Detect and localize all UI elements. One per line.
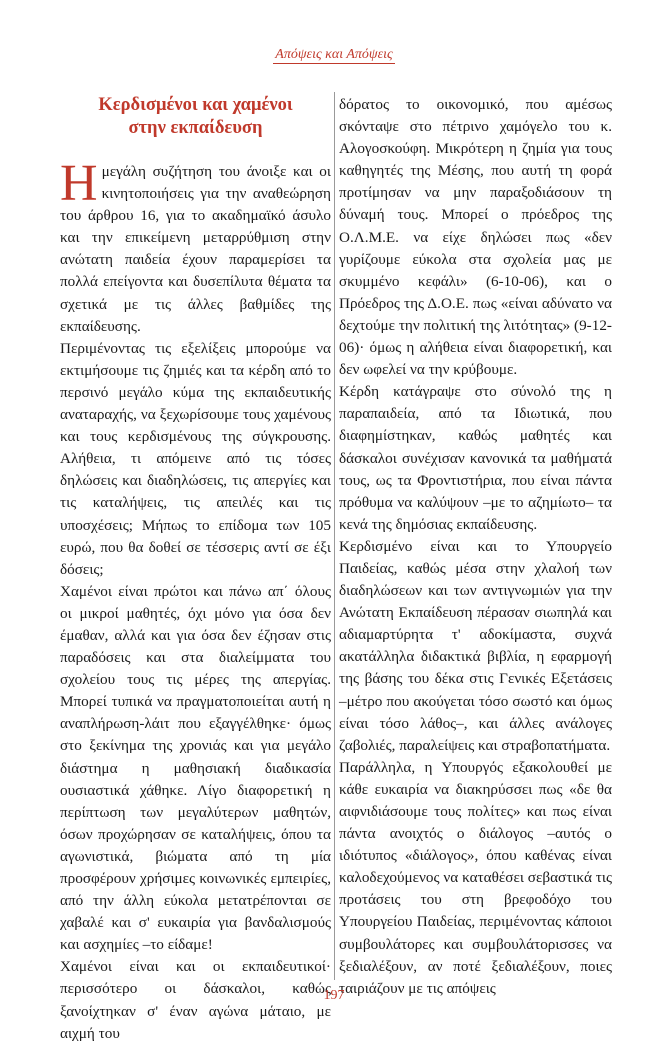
title-line-1: Κερδισμένοι και χαμένοι (98, 95, 293, 115)
article-title (60, 94, 331, 140)
paragraph-2: Περιμένοντας τις εξελίξεις μπορούμε να εκτιμήσουμε τις ζημιές και τα κέρδη από το περσινό μεγάλο κύμα της εκπαιδευτικής αναταραχής, να ξεχωρίσουμε τους χαμένους και τους κερδισμένους της σύγκρουσης. Αλήθεια, τι απόμεινε από τις τόσες δηλώσεις και διαδηλώσεις, τις απεργίες και τις καταλήψεις, τις απειλές και τις υποσχέσεις; Μήπως το επίδομα των 105 ευρώ, που θα δοθεί σε τέσσερις αντί σε έξι δόσεις; (60, 339, 331, 578)
paragraph-1-text: μεγάλη συζήτηση του άνοιξε και οι κινητοποιήσεις για την αναθεώρηση του άρθρου 16, για το ακαδημαϊκό άσυλο και την επικείμενη μεταρρύθμιση στην ανώτατη παιδεία έχουν παραμερίσει τα πολλά επείγοντα και δυσεπίλυτα θέματα τα σχετικά με τις άλλες βαθμίδες της εκπαίδευσης. (60, 163, 331, 335)
paragraph-6: Κερδισμένο είναι και το Υπουργείο Παιδείας, καθώς μέσα στην χλαλοή των διαδηλώσεων και των αντιγνωμιών για την Ανώτατη Εκπαίδευση πέρασαν σιωπηλά και αδιαμαρτύρητα τ' αδοκίμαστα, συχνά ακατάλληλα διδακτικά βιβλία, η εφαρμογή της βάσης του δέκα στις Γενικές Εξετάσεις –μέτρο που ακούγεται τόσο σωστό και όμως είναι τόσο λάθος–, και άλλες ανάλογες ζαβολιές, παραλείψεις και στραβοπατήματα. (339, 537, 612, 754)
paragraph-3: Χαμένοι είναι πρώτοι και πάνω απ΄ όλους οι μικροί μαθητές, όχι μόνο για όσα δεν έμαθαν, αλλά και για όσα δεν έζησαν στις παραδόσεις και στα διαλείμματα του σχολείου τους τις μέρες της απεργίας. Μπορεί τυπικά να πραγματοποιείται αυτή η αναπλήρωση-λάιτ που εξαγγέλθηκε· όμως στο ξεκίνημα της χρονιάς και για μεγάλο διάστημα η μαθησιακή διαδικασία ουσιαστικά χάθηκε. Λίγο διαφορετική η περίπτωση των μεγαλύτερων μαθητών, όσων προχώρησαν σε καταλήψεις, όπου τα αγωνιστικά, βιώματα από τη μία προσφέρουν χρήσιμες κοινωνικές εμπειρίες, από την άλλη εύκολα μετατρέπονται σε χαβαλέ και σ' ευκαιρία για βανδαλισμούς και ασχημίες –το είδαμε! (60, 582, 331, 954)
left-column (60, 94, 331, 1045)
right-column (339, 94, 612, 1000)
paragraph-1 (60, 155, 331, 338)
column-divider (334, 92, 335, 980)
paragraph-4-start: Χαμένοι είναι και οι εκπαιδευτικοί· περισσότερο οι δάσκαλοι, καθώς ξανοίχτηκαν σ' έναν αγώνα μάταιο, με αιχμή του (60, 958, 331, 1042)
title-line-2: στην εκπαίδευση (128, 118, 263, 138)
paragraph-7: Παράλληλα, η Υπουργός εξακολουθεί με κάθε ευκαιρία να διακηρύσσει πως «δε θα αιφνιδιάσουμε τους πολίτες» και πως είναι πάντα ανοιχτός ο διάλογος –αυτός ο ιδιότυπος «διάλογος», όπου καθένας είναι καλοδεχούμενος να καταθέσει σεβαστικά τις προτάσεις του στη βρεφοδόχο του Υπουργείου Παιδείας, περιμένοντας κάποιοι συμβουλάτορες και συμβουλάτορισσες να ξεδιαλέξουν, αν ποτέ ξεδιαλέξουν, ποιες ταιριάζουν με τις απόψεις (339, 758, 612, 997)
paragraph-4-continued: δόρατος το οικονομικό, που αμέσως σκόνταψε στο πέτρινο χαμόγελο του κ. Αλογοσκούφη. Μικρότερη η ζημία για τους καθηγητές της Μέσης, που αυτή τη φορά προτίμησαν να μην παραξοδιάσουν τη δύναμή τους. Μπορεί ο πρόεδρος της Ο.Λ.Μ.Ε. να είχε δηλώσει πως «δεν γυρίζουμε εύκολα στα σχολεία μας με σκυμμένο κεφάλι» (6-10-06), και ο Πρόεδρος της Δ.Ο.Ε. πως «είναι αδύνατο να δεχτούμε την πολιτική της λιτότητας» (9-12-06)· όμως η αλήθεια είναι διαφορετική, και δεν ωφελεί να την κρύβουμε. (339, 96, 612, 379)
drop-cap: Η (60, 155, 98, 212)
page-number: 197 (323, 988, 345, 1003)
running-title: Απόψεις και Απόψεις (275, 47, 393, 62)
running-header (0, 47, 668, 63)
paragraph-5: Κέρδη κατάγραψε στο σύνολό της η παραπαιδεία, από τα Ιδιωτικά, που διαφημίστηκαν, καθώς μαθητές και δάσκαλοι συνέχισαν κανονικά τα μαθήματά τους, ως τα Φροντιστήρια, που είναι πάντα πρόθυμα να καλύψουν –με το αζημίωτο– τα κενά της δημόσιας εκπαίδευσης. (339, 383, 612, 533)
